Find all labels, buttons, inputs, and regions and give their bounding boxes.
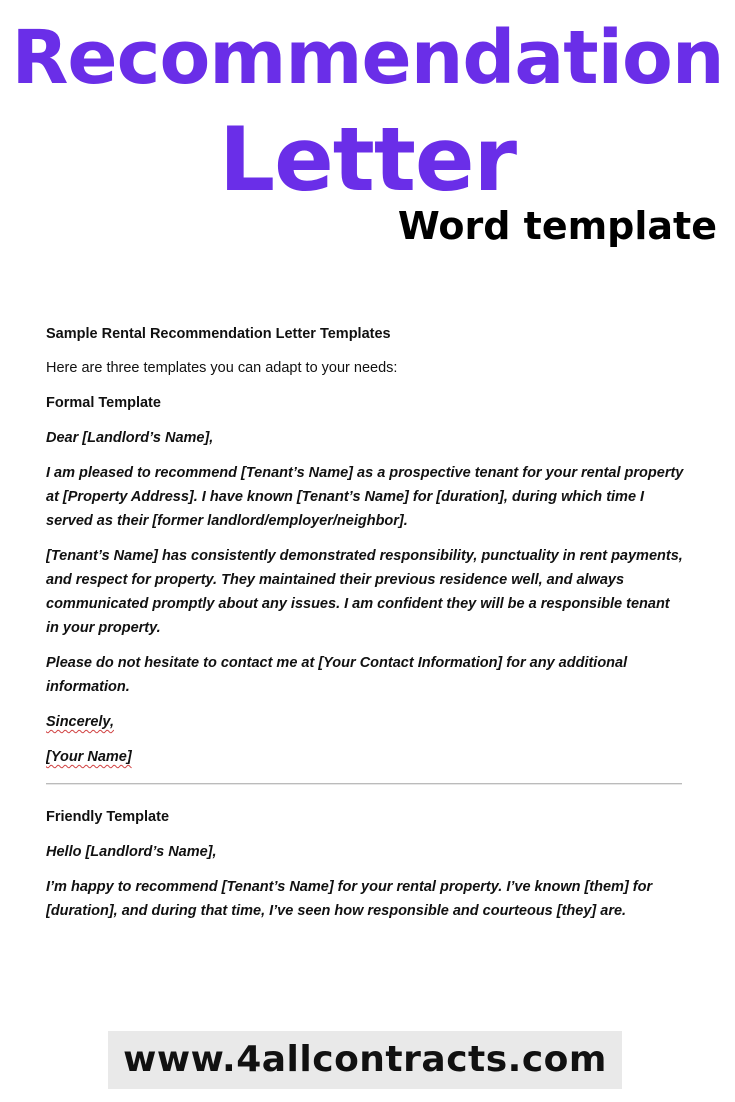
formal-paragraph-3: Please do not hesitate to contact me at [Your Contact Information] for any additional information.: [46, 655, 628, 695]
section-divider: [46, 783, 682, 785]
formal-template-title: Formal Template: [46, 395, 161, 411]
friendly-greeting: Hello [Landlord’s Name],: [46, 844, 217, 860]
formal-closing-text: Sincerely,: [46, 714, 114, 730]
hero-title-line1: Recommendation: [11, 15, 724, 101]
hero-title-line2: Letter: [219, 108, 516, 211]
website-url-banner[interactable]: www.4allcontracts.com: [108, 1031, 622, 1089]
formal-paragraph-2: [Tenant’s Name] has consistently demonstrated responsibility, punctuality in rent payments, and respect for property. They maintained their previous residence well, and always communicated promptly about any issues. I am confident they will be a responsible tenant in your property.: [46, 548, 683, 636]
formal-signature-text: [Your Name]: [46, 749, 132, 765]
document-preview: [46, 322, 686, 932]
document-intro: Here are three templates you can adapt to your needs:: [46, 360, 398, 376]
friendly-template-title: Friendly Template: [46, 809, 170, 825]
document-heading: Sample Rental Recommendation Letter Templates: [46, 326, 391, 342]
formal-signature: [46, 745, 686, 769]
hero-subtitle: Word template: [397, 204, 717, 248]
formal-paragraph-1: I am pleased to recommend [Tenant’s Name] as a prospective tenant for your rental property at [Property Address]. I have known [Tenant’s Name] for [duration], during which time I served as their [former landlord/employer/neighbor].: [46, 465, 684, 529]
formal-greeting: Dear [Landlord’s Name],: [46, 430, 214, 446]
formal-closing: [46, 710, 686, 734]
friendly-paragraph-1: I’m happy to recommend [Tenant’s Name] for your rental property. I’ve known [them] for [duration], and during that time, I’ve seen how responsible and courteous [they] are.: [46, 879, 653, 919]
